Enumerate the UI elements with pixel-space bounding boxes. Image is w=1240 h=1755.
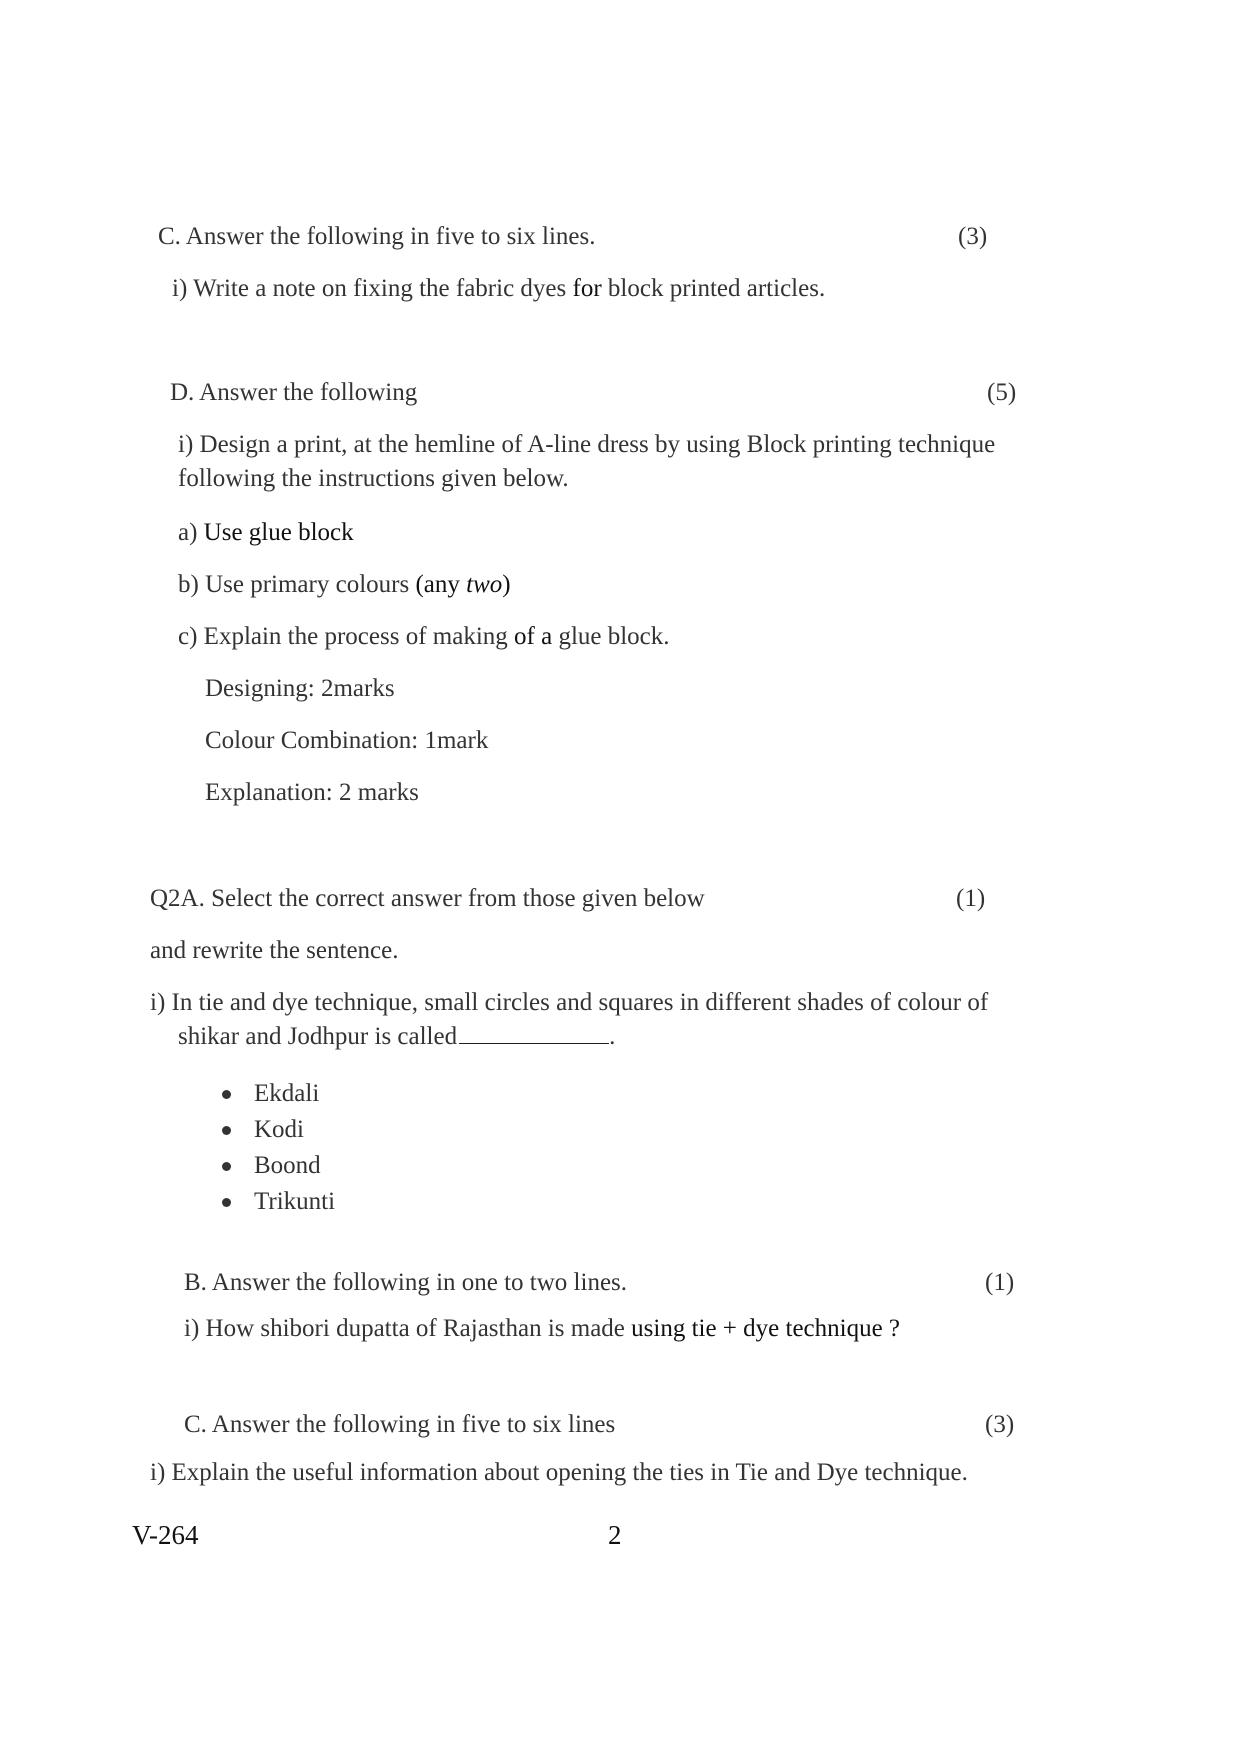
section-c-question-1-part1: i) Write a note on fixing the fabric dyes: [172, 275, 573, 302]
instruction-b-extra-open: (any: [415, 571, 467, 598]
section-d-question-1-line1: i) Design a print, at the hemline of A-line dress by using Block printing technique: [178, 431, 996, 458]
section-d-question-1-line2: following the instructions given below.: [178, 465, 569, 492]
option-boond: Boond: [222, 1148, 335, 1184]
q2c-marks: (3): [985, 1411, 1015, 1438]
marking-scheme-designing: Designing: 2marks: [205, 675, 395, 702]
instruction-c-part1: c) Explain the process of making: [178, 623, 515, 650]
q2a-options-list: [222, 1076, 335, 1220]
instruction-b-text: b) Use primary colours: [178, 571, 416, 598]
q2b-question-1-part2: using tie + dye technique ?: [631, 1315, 901, 1342]
instruction-b-extra-italic: two: [466, 571, 503, 598]
q2a-question-1-part2: small circles and squares in different shades of colour of: [424, 989, 989, 1016]
q2b-marks: (1): [985, 1269, 1015, 1296]
q2a-question-1-line2-text: shikar and Jodhpur is called: [178, 1023, 458, 1050]
section-c-question-1-part2: block printed articles.: [601, 275, 826, 302]
q2a-heading: Q2A. Select the correct answer from those given below: [150, 885, 705, 912]
section-d-instruction-a: [178, 516, 354, 550]
q2a-question-1-part1: i) In tie and dye technique,: [150, 989, 425, 1016]
section-d-heading: D. Answer the following: [170, 379, 418, 406]
section-c-marks: (3): [958, 223, 988, 250]
q2a-question-1-line2: [178, 1020, 615, 1054]
q2a-marks: (1): [956, 885, 986, 912]
q2b-question-1: [184, 1312, 900, 1346]
page-number: 2: [608, 1520, 622, 1550]
section-c-question-1-for: for: [572, 275, 602, 302]
marking-scheme-explanation: Explanation: 2 marks: [205, 779, 419, 806]
option-trikunti: Trikunti: [222, 1184, 335, 1220]
instruction-c-of-a: of a: [514, 623, 553, 650]
paper-code: V-264: [132, 1520, 199, 1550]
section-d-instruction-c: [178, 620, 670, 654]
option-ekdali: Ekdali: [222, 1076, 335, 1112]
q2a-question-1-line1: [150, 986, 988, 1020]
section-c-heading: C. Answer the following in five to six lines.: [158, 223, 596, 250]
q2c-question-1: i) Explain the useful information about opening the ties in Tie and Dye technique.: [150, 1459, 968, 1486]
section-c-question-1: [172, 272, 825, 306]
instruction-a-text: Use glue block: [203, 519, 354, 546]
section-d-instruction-b: [178, 568, 511, 602]
section-d-marks: (5): [987, 379, 1017, 406]
q2b-heading: B. Answer the following in one to two lines.: [184, 1269, 628, 1296]
q2c-heading: C. Answer the following in five to six lines: [184, 1411, 616, 1438]
option-kodi: Kodi: [222, 1112, 335, 1148]
marking-scheme-colour: Colour Combination: 1mark: [205, 727, 489, 754]
q2a-heading-line2: and rewrite the sentence.: [150, 937, 399, 964]
instruction-a-prefix: a): [178, 519, 204, 546]
instruction-c-part2: glue block.: [552, 623, 670, 650]
q2b-question-1-part1: i) How shibori dupatta of Rajasthan is made: [184, 1315, 632, 1342]
answer-blank: [459, 1021, 609, 1044]
instruction-b-extra-close: ): [502, 571, 511, 598]
q2a-question-1-line2-end: .: [609, 1023, 616, 1050]
